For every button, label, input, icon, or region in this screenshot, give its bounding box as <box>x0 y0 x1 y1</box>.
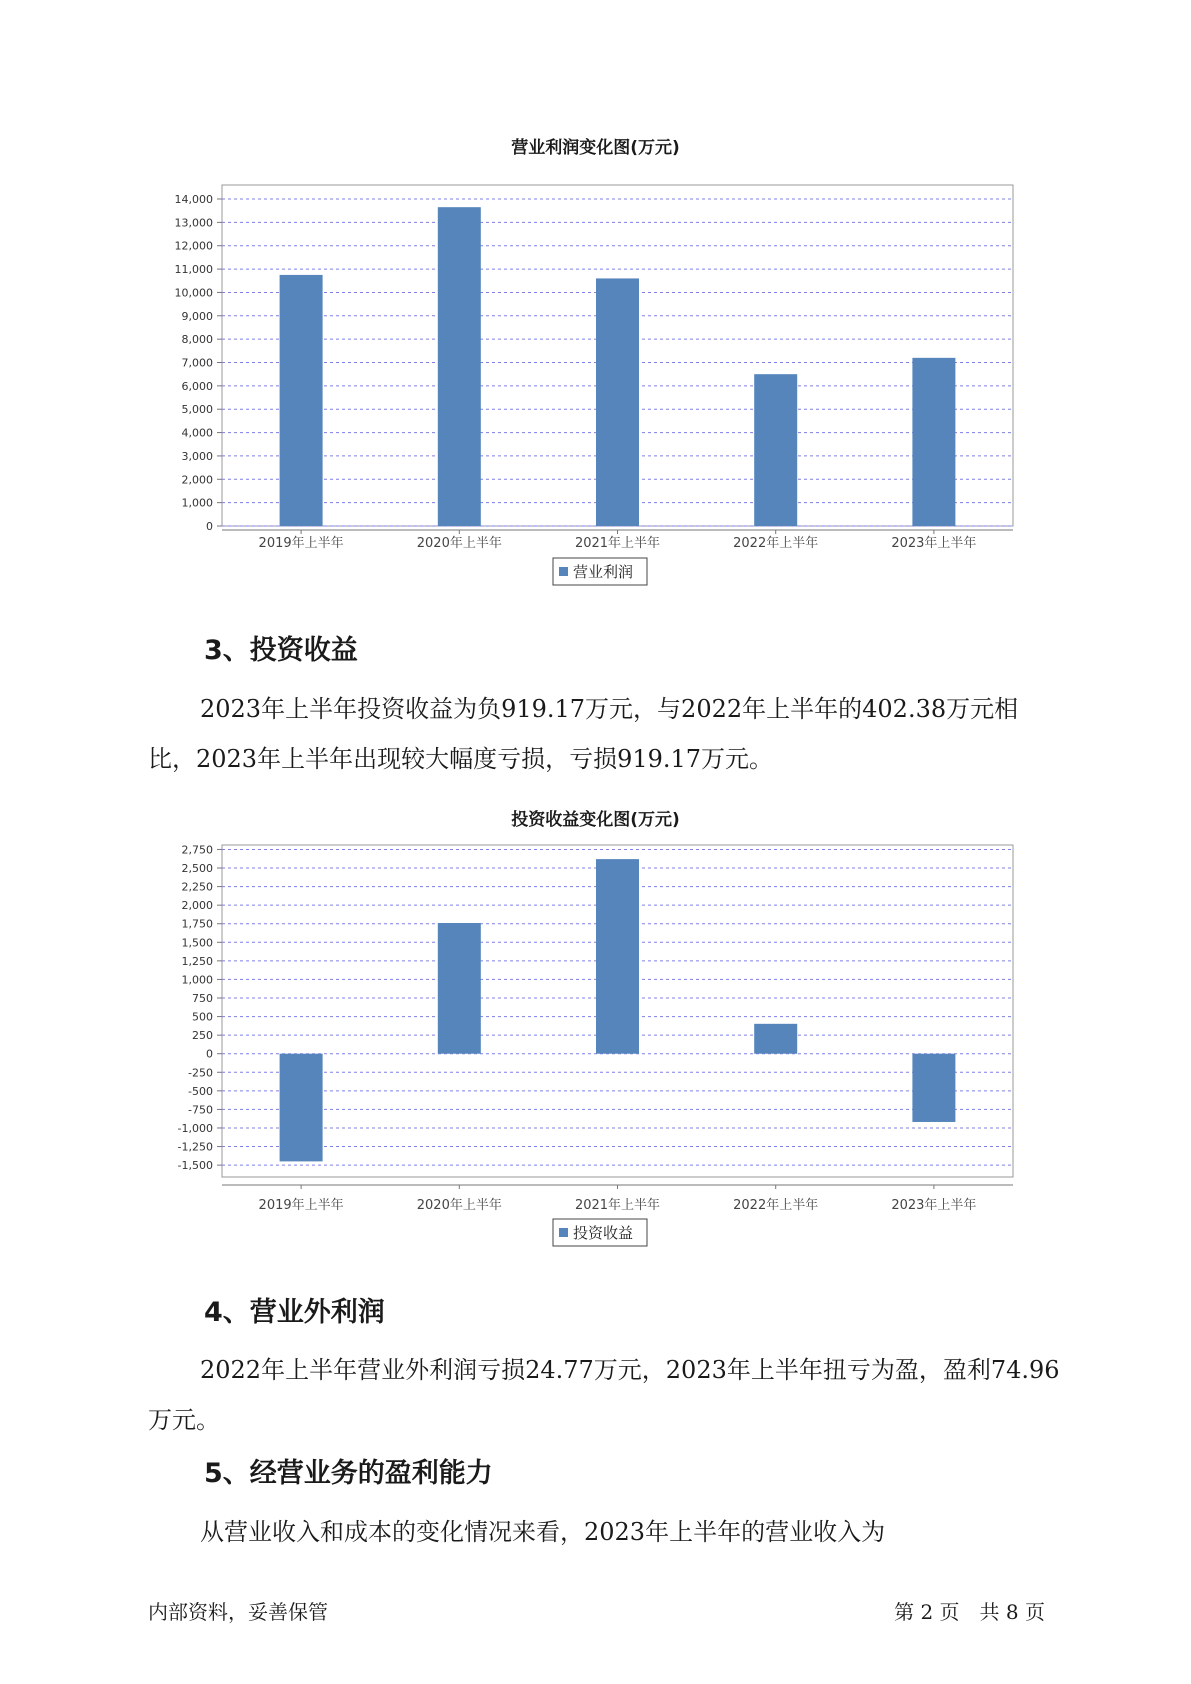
y-tick-label: 1,000 <box>181 496 213 510</box>
bar <box>438 923 481 1054</box>
y-tick-label: 4,000 <box>181 426 213 440</box>
section-5-heading: 5、经营业务的盈利能力 <box>204 1458 493 1489</box>
y-tick-label: 14,000 <box>174 193 213 207</box>
y-tick-label: 5,000 <box>181 403 213 417</box>
y-tick-label: -1,500 <box>177 1159 213 1173</box>
y-tick-label: 9,000 <box>181 309 213 323</box>
legend-label: 营业利润 <box>573 563 634 581</box>
y-tick-label: 11,000 <box>174 263 213 277</box>
x-tick-label: 2022年上半年 <box>733 536 819 551</box>
y-tick-label: 750 <box>192 992 213 1006</box>
y-tick-label: 1,250 <box>181 954 213 968</box>
y-tick-label: -1,250 <box>177 1140 213 1154</box>
y-tick-label: -250 <box>188 1066 213 1080</box>
x-tick-label: 2023年上半年 <box>891 536 977 551</box>
y-tick-label: 13,000 <box>174 216 213 230</box>
section-4-heading: 4、营业外利润 <box>204 1297 385 1328</box>
y-tick-label: 8,000 <box>181 333 213 347</box>
x-tick-label: 2020年上半年 <box>416 1198 502 1213</box>
section-3-text: 2023年上半年投资收益为负919.17万元，与2022年上半年的402.38万元相比，2023年上半年出现较大幅度亏损，亏损919.17万元。 <box>148 695 1019 773</box>
y-tick-label: 12,000 <box>174 239 213 253</box>
bar <box>912 358 955 526</box>
footer-left: 内部资料，妥善保管 <box>148 1600 328 1624</box>
bar <box>280 275 323 526</box>
legend-swatch <box>559 1228 568 1237</box>
y-tick-label: 1,500 <box>181 936 213 950</box>
x-tick-label: 2019年上半年 <box>258 1198 344 1213</box>
section-3-paragraph <box>148 684 1062 784</box>
y-tick-label: 10,000 <box>174 286 213 300</box>
y-tick-label: 2,750 <box>181 843 213 857</box>
y-tick-label: -500 <box>188 1084 213 1098</box>
bar <box>596 278 639 526</box>
bar <box>596 859 639 1054</box>
x-tick-label: 2020年上半年 <box>416 536 502 551</box>
profit-chart <box>0 160 1191 600</box>
y-tick-label: 7,000 <box>181 356 213 370</box>
y-tick-label: 0 <box>206 520 213 533</box>
y-tick-label: 2,250 <box>181 880 213 894</box>
bar <box>754 1024 797 1054</box>
bar <box>912 1054 955 1122</box>
y-tick-label: -1,000 <box>177 1121 213 1135</box>
y-tick-label: 6,000 <box>181 379 213 393</box>
y-tick-label: 2,000 <box>181 899 213 913</box>
x-tick-label: 2023年上半年 <box>891 1198 977 1213</box>
footer-page-number: 第 2 页 共 8 页 <box>894 1600 1045 1624</box>
invest-chart <box>0 835 1191 1265</box>
x-tick-label: 2021年上半年 <box>574 1198 661 1213</box>
section-4-text: 2022年上半年营业外利润亏损24.77万元，2023年上半年扭亏为盈，盈利74.96万元。 <box>148 1356 1060 1434</box>
bar <box>280 1054 323 1162</box>
y-tick-label: 1,750 <box>181 917 213 931</box>
bar <box>754 374 797 526</box>
invest-chart-title: 投资收益变化图(万元) <box>511 810 680 830</box>
section-5-text: 从营业收入和成本的变化情况来看，2023年上半年的营业收入为 <box>200 1518 886 1546</box>
y-tick-label: 3,000 <box>181 449 213 463</box>
x-tick-label: 2019年上半年 <box>258 536 344 551</box>
x-tick-label: 2022年上半年 <box>733 1198 819 1213</box>
y-tick-label: 2,500 <box>181 862 213 876</box>
profit-chart-title: 营业利润变化图(万元) <box>511 138 680 158</box>
section-4-paragraph <box>148 1345 1062 1445</box>
legend-label: 投资收益 <box>573 1224 634 1242</box>
bar <box>438 207 481 526</box>
legend-swatch <box>559 567 568 576</box>
section-5-paragraph <box>148 1507 1062 1557</box>
y-tick-label: 0 <box>206 1047 213 1061</box>
y-tick-label: 1,000 <box>181 973 213 987</box>
y-tick-label: -750 <box>188 1103 213 1117</box>
x-tick-label: 2021年上半年 <box>574 536 661 551</box>
section-3-heading: 3、投资收益 <box>204 635 358 666</box>
y-tick-label: 500 <box>192 1010 213 1024</box>
y-tick-label: 250 <box>192 1029 213 1043</box>
y-tick-label: 2,000 <box>181 473 213 487</box>
